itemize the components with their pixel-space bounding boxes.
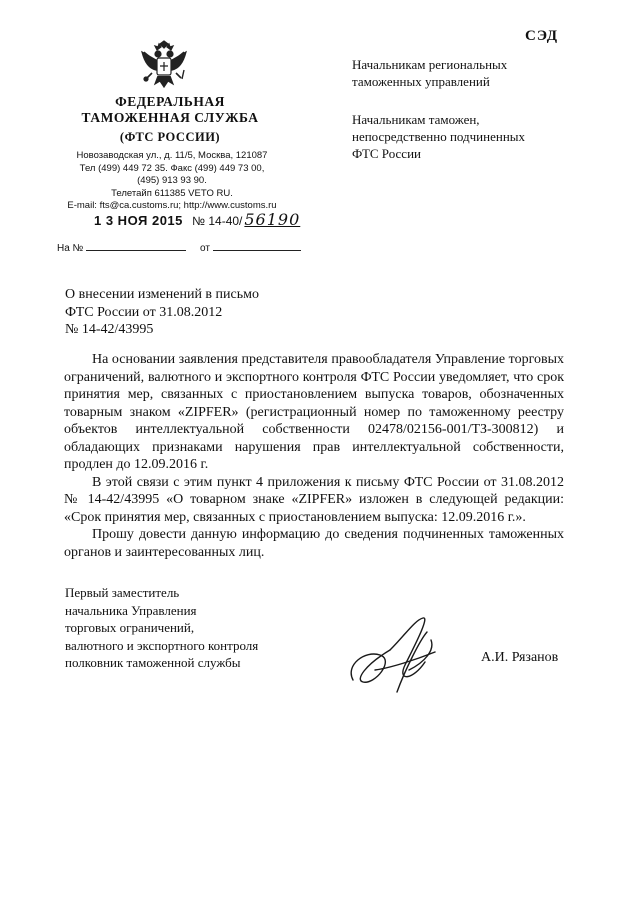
addressee-line: непосредственно подчиненных [352,129,526,144]
organization-name [70,94,270,126]
addressee-customs [352,111,525,162]
addressee-regional [352,56,507,90]
subject-line: ФТС России от 31.08.2012 [65,304,223,320]
org-name-line: ФЕДЕРАЛЬНАЯ [115,94,225,109]
letter-body [64,351,564,561]
contact-teletype: Телетайп 611385 VETO RU. [111,187,233,199]
reference-date-blank [213,250,301,251]
registration-line [94,210,300,229]
subject-line: № 14-42/43995 [65,322,154,337]
reference-line [57,243,301,254]
position-line: начальника Управления [65,602,197,618]
handwritten-signature-icon [335,610,465,700]
contact-phone: Тел (499) 449 72 35. Факс (499) 449 73 00, [79,162,265,174]
reference-number-blank [86,250,186,251]
reference-number-label: На № [57,243,84,254]
org-name-line: ТАМОЖЕННАЯ СЛУЖБА [81,110,259,125]
contact-email: E-mail: fts@ca.customs.ru; http://www.customs.ru [67,200,277,211]
contact-address: Новозаводская ул., д. 11/5, Москва, 121087 [76,150,268,161]
contact-phone-2: (495) 913 93 90. [137,175,207,186]
body-paragraph: На основании заявления представителя правообладателя Управление торговых ограничений, валютного и экспортного контроля ФТС России уведомляет, что срок принятия мер, связанных с приостановлением выпуска товаров, обозначенных товарным знаком «ZIPFER» (регистрационный номер по таможенному реестру объектов интеллектуальной собственности 02478/02156-001/ТЗ-300812) и обладающих признаками нарушения прав интеллектуальной собственности, продлен до 12.09.2016 г. [64,352,564,472]
addressee-line: Начальникам таможен, [352,112,480,127]
position-line: торговых ограничений, [65,620,195,635]
body-paragraph: В этой связи с этим пункт 4 приложения к письму ФТС России от 31.08.2012 № 14-42/43995 «О товарном знаке «ZIPFER» изложен в следующей редакции: «Срок принятия мер, связанных с приостановлением выпуска: 12.09.2016 г.». [64,474,564,525]
letter-subject [65,286,259,339]
position-line: Первый заместитель [65,585,180,600]
registration-number-handwritten: 56190 [244,210,301,229]
subject-line: О внесении изменений в письмо [65,287,259,302]
contact-block [62,150,282,213]
signer-name: А.И. Рязанов [481,650,559,665]
position-line: валютного и экспортного контроля [65,637,259,653]
body-paragraph: Прошу довести данную информацию до сведения подчиненных таможенных органов и заинтересованных лиц. [64,527,564,560]
addressee-line: таможенных управлений [352,74,490,89]
russian-eagle-emblem-icon [138,40,190,92]
document-system-mark: СЭД [525,28,559,44]
signatory-position [65,584,258,672]
addressee-line: ФТС России [352,146,421,161]
registration-date-stamp: 1 3 НОЯ 2015 [94,213,183,228]
position-line: полковник таможенной службы [65,655,241,670]
registration-number-prefix: № 14-40/ [192,214,243,228]
addressee-line: Начальникам региональных [352,57,508,72]
reference-date-label: от [199,243,210,254]
organization-short-name: (ФТС РОССИИ) [119,130,221,144]
